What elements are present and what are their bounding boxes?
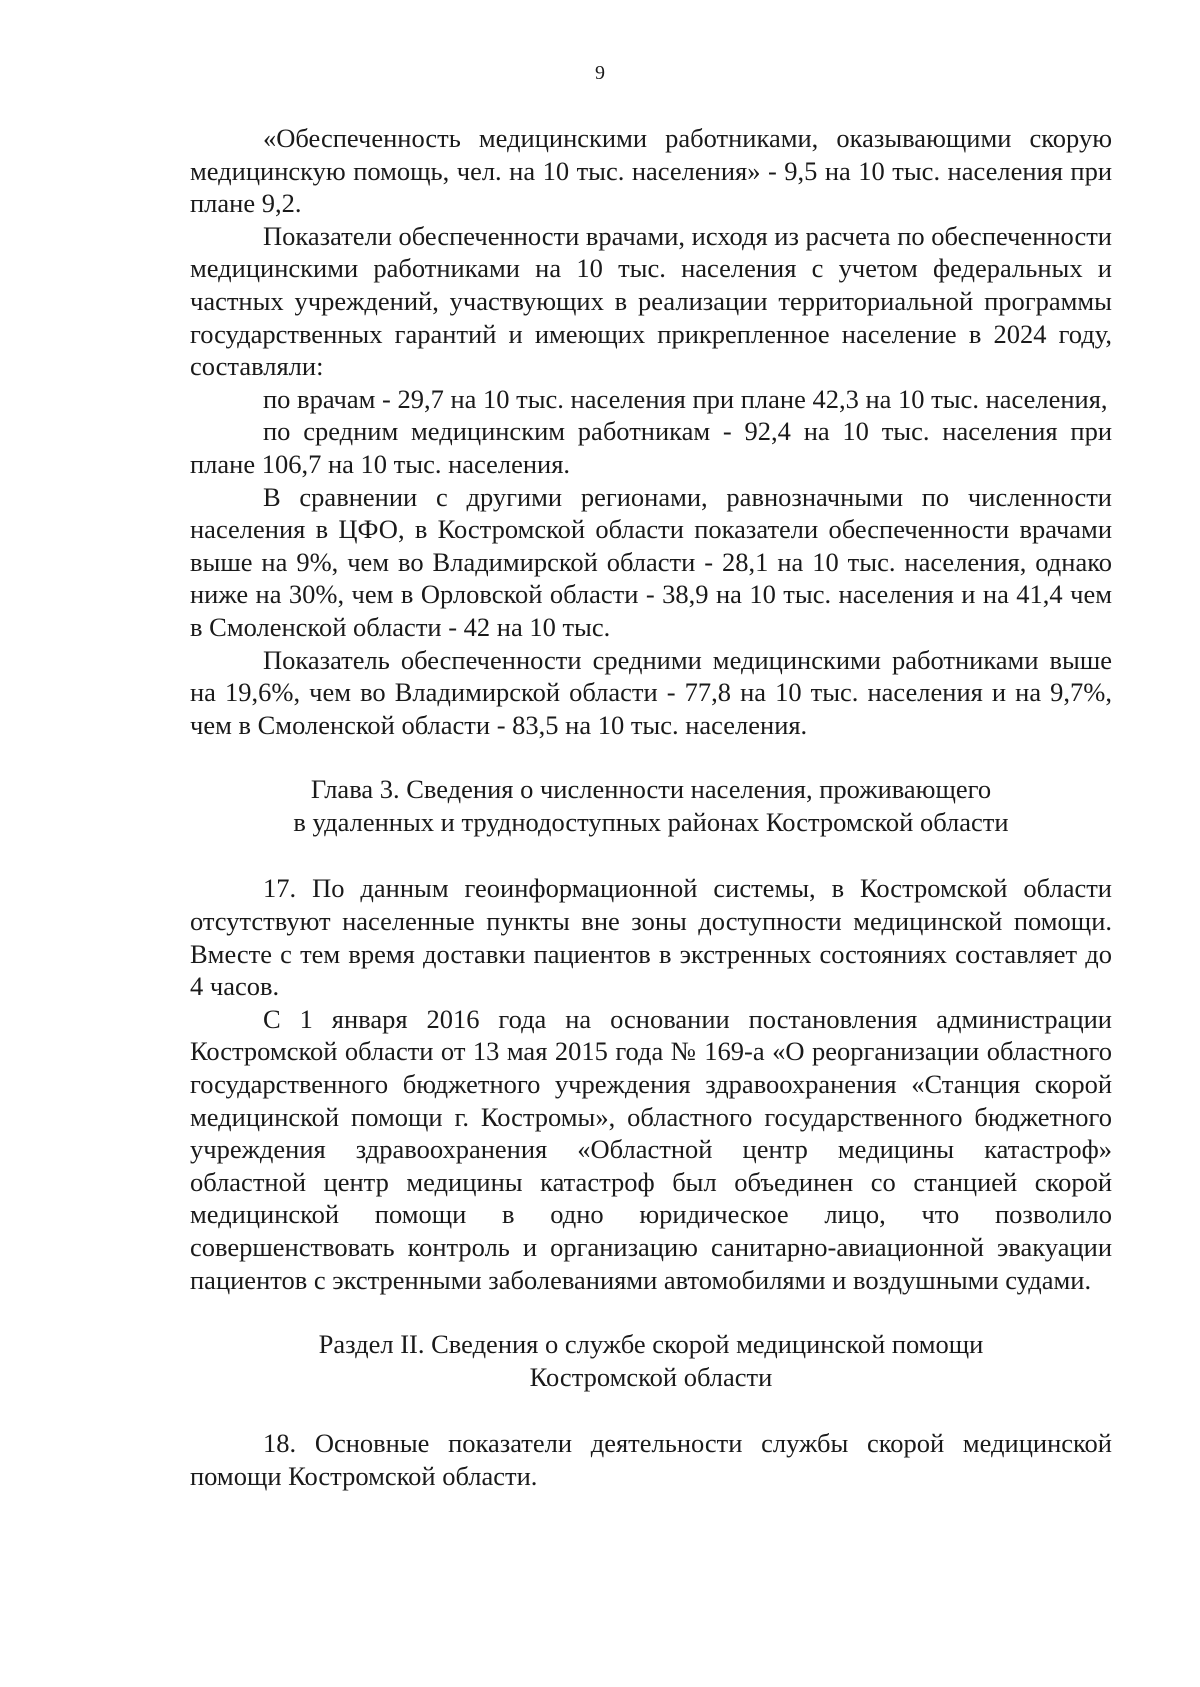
section-2-heading-line-2: Костромской области xyxy=(529,1361,773,1392)
paragraph-nurses-comparison: Показатель обеспеченности средними медицинскими работниками выше на 19,6%, чем во Владимирской области - 77,8 на 10 тыс. населения и на 9,7%, чем в Смоленской области - 83,5 на 10 тыс. населения. xyxy=(190,644,1112,740)
paragraph-doctors-value: по врачам - 29,7 на 10 тыс. населения при плане 42,3 на 10 тыс. населения, xyxy=(263,383,1108,414)
page-number: 9 xyxy=(595,62,605,84)
chapter-3-heading-line-2: в удаленных и труднодоступных районах Костромской области xyxy=(293,806,1009,837)
document-body xyxy=(190,122,1112,1493)
paragraph-18-main-indicators: 18. Основные показатели деятельности службы скорой медицинской помощи Костромской области. xyxy=(190,1428,1112,1491)
spacer xyxy=(190,1393,1112,1427)
paragraph-doctor-indicators: Показатели обеспеченности врачами, исходя из расчета по обеспеченности медицинскими работниками на 10 тыс. населения с учетом федеральных и частных учреждений, участвующих в реализации территориальной программы государственных гарантий и имеющих прикрепленное население в 2024 году, составляли: xyxy=(190,220,1112,382)
paragraph-region-comparison: В сравнении с другими регионами, равнозначными по численности населения в ЦФО, в Костромской области показатели обеспеченности врачами выше на 9%, чем во Владимирской области - 28,1 на 10 тыс. населения, однако ниже на 30%, чем в Орловской области - 38,9 на 10 тыс. населения и на 41,4 чем в Смоленской области - 42 на 10 тыс. xyxy=(190,481,1112,642)
chapter-3-heading-line-1: Глава 3. Сведения о численности населения, проживающего xyxy=(310,774,992,805)
section-2-heading xyxy=(190,1328,1112,1393)
spacer xyxy=(190,1296,1112,1328)
section-2-heading-line-1: Раздел II. Сведения о службе скорой медицинской помощи xyxy=(318,1329,984,1360)
paragraph-nurses-value: по средним медицинским работникам - 92,4 на 10 тыс. населения при плане 106,7 на 10 тыс. населения. xyxy=(190,416,1112,479)
paragraph-reorganization: С 1 января 2016 года на основании постановления администрации Костромской области от 13 мая 2015 года № 169-а «О реорганизации областного государственного бюджетного учреждения здравоохранения «Станция скорой медицинской помощи г. Костромы», областного государственного бюджетного учреждения здравоохранения «Областной центр медицины катастроф» областной центр медицины катастроф был объединен со станцией скорой медицинской помощи в одно юридическое лицо, что позволило совершенствовать контроль и организацию санитарно-авиационной эвакуации пациентов с экстренными заболеваниями автомобилями и воздушными судами. xyxy=(190,1003,1112,1295)
paragraph-ambulance-staffing: «Обеспеченность медицинскими работниками, оказывающими скорую медицинскую помощь, чел. на 10 тыс. населения» - 9,5 на 10 тыс. населения при плане 9,2. xyxy=(190,123,1112,219)
paragraph-17-geoinformation: 17. По данным геоинформационной системы, в Костромской области отсутствуют населенные пункты вне зоны доступности медицинской помощи. Вместе с тем время доставки пациентов в экстренных состояниях составляет до 4 часов. xyxy=(190,873,1112,1002)
spacer xyxy=(190,741,1112,773)
spacer xyxy=(190,838,1112,872)
chapter-3-heading xyxy=(190,773,1112,838)
